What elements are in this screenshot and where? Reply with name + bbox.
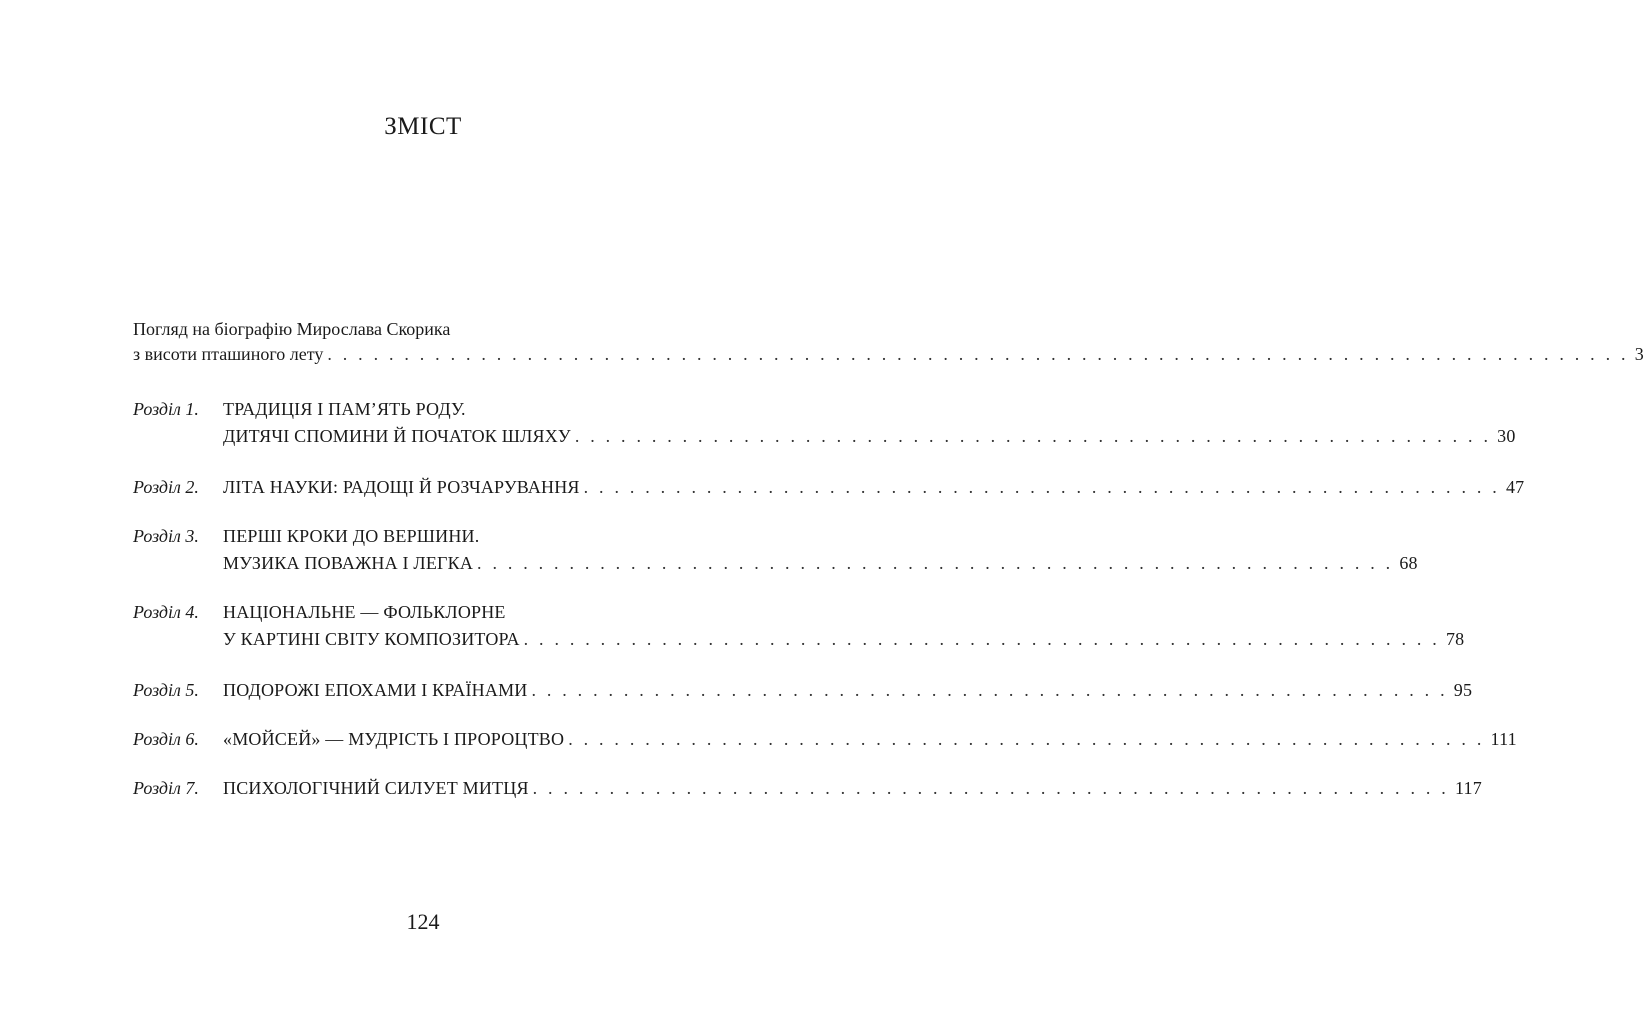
toc-chapter-body	[223, 474, 1525, 501]
toc-chapter-title: ПСИХОЛОГІЧНИЙ СИЛУЕТ МИТЦЯ	[223, 778, 529, 798]
toc-chapter-entry	[133, 523, 1418, 577]
toc-chapter-title-line-1: НАЦІОНАЛЬНЕ — ФОЛЬКЛОРНЕ	[223, 602, 506, 622]
toc-chapter-label: Розділ 1.	[133, 399, 199, 419]
dot-leader: . . . . . . . . . . . . . . . . . . . . . . . . . . . . . . . . . . . . . . . . . . . . . . . . . . . . . . . . . . . .	[532, 778, 1449, 798]
toc-chapter-title-line-2	[223, 550, 1418, 577]
page-number: 124	[406, 909, 440, 934]
dot-leader: . . . . . . . . . . . . . . . . . . . . . . . . . . . . . . . . . . . . . . . . . . . . . . . . . . . . . . . . . . . .	[477, 553, 1394, 573]
toc-chapter-title: ЛІТА НАУКИ: РАДОЩІ Й РОЗЧАРУВАННЯ	[223, 477, 580, 497]
toc-intro-entry	[133, 317, 1644, 367]
toc-chapter-title: ПОДОРОЖІ ЕПОХАМИ І КРАЇНАМИ	[223, 680, 528, 700]
toc-chapter-title: «МОЙСЕЙ» — МУДРІСТЬ І ПРОРОЦТВО	[223, 729, 565, 749]
toc-chapter-entry	[133, 599, 1465, 653]
toc-chapter-page: 68	[1399, 553, 1418, 573]
toc-intro-line-2	[133, 342, 1644, 367]
toc-chapter-label: Розділ 3.	[133, 526, 199, 546]
toc-chapter-entry	[133, 677, 1473, 704]
dot-leader: . . . . . . . . . . . . . . . . . . . . . . . . . . . . . . . . . . . . . . . . . . . . . . . . . . . . . . . . . . . . . . . . . . . . . . . . . . . . . . . . . . . . .	[327, 344, 1629, 364]
toc-chapter-label: Розділ 6.	[133, 729, 199, 749]
toc-chapter-page: 30	[1497, 426, 1516, 446]
toc-chapter-page: 78	[1445, 629, 1465, 649]
toc-intro-line-1: Погляд на біографію Мирослава Скорика	[133, 319, 451, 339]
toc-chapter-entry	[133, 775, 1482, 802]
toc-intro-page: 3	[1634, 344, 1644, 364]
toc-chapter-title-line-2	[223, 626, 1465, 653]
toc-chapter-title-line-1: ПЕРШІ КРОКИ ДО ВЕРШИНИ.	[223, 526, 480, 546]
toc-chapter-title: У КАРТИНІ СВІТУ КОМПОЗИТОРА	[223, 629, 520, 649]
toc-chapter-title-line-1: ТРАДИЦІЯ І ПАМ’ЯТЬ РОДУ.	[223, 399, 466, 419]
toc-chapter-page: 95	[1453, 680, 1473, 700]
toc-chapter-title-line-2	[223, 775, 1482, 802]
toc-chapter-label: Розділ 4.	[133, 602, 199, 622]
toc-chapter-entry	[133, 726, 1517, 753]
toc-chapter-body	[223, 677, 1473, 704]
toc-chapter-body	[223, 523, 1418, 577]
toc-chapter-body	[223, 726, 1517, 753]
page-title: ЗМІСТ	[384, 113, 462, 140]
toc-chapter-title-line-2	[223, 423, 1516, 450]
toc-chapter-label: Розділ 7.	[133, 778, 199, 798]
toc-chapter-title: МУЗИКА ПОВАЖНА І ЛЕГКА	[223, 553, 474, 573]
toc-chapter-body	[223, 396, 1516, 450]
toc-chapter-body	[223, 775, 1482, 802]
toc-chapter-label: Розділ 5.	[133, 680, 199, 700]
toc-chapter-label: Розділ 2.	[133, 477, 199, 497]
toc-intro-title: з висоти пташиного лету	[133, 344, 324, 364]
dot-leader: . . . . . . . . . . . . . . . . . . . . . . . . . . . . . . . . . . . . . . . . . . . . . . . . . . . . . . . . . . . .	[531, 680, 1448, 700]
dot-leader: . . . . . . . . . . . . . . . . . . . . . . . . . . . . . . . . . . . . . . . . . . . . . . . . . . . . . . . . . . . .	[523, 629, 1440, 649]
toc-chapter-list	[133, 396, 1525, 802]
dot-leader: . . . . . . . . . . . . . . . . . . . . . . . . . . . . . . . . . . . . . . . . . . . . . . . . . . . . . . . . . . . .	[583, 477, 1500, 497]
toc-chapter-body	[223, 599, 1465, 653]
toc-chapter-page: 111	[1490, 729, 1517, 749]
toc-chapter-entry	[133, 474, 1525, 501]
toc-chapter-page: 47	[1505, 477, 1525, 497]
toc-chapter-title-line-2	[223, 726, 1517, 753]
toc-chapter-entry	[133, 396, 1516, 450]
dot-leader: . . . . . . . . . . . . . . . . . . . . . . . . . . . . . . . . . . . . . . . . . . . . . . . . . . . . . . . . . . . .	[574, 426, 1492, 446]
toc-chapter-title-line-2	[223, 677, 1473, 704]
toc-chapter-title: ДИТЯЧІ СПОМИНИ Й ПОЧАТОК ШЛЯХУ	[223, 426, 571, 446]
toc-chapter-title-line-2	[223, 474, 1525, 501]
dot-leader: . . . . . . . . . . . . . . . . . . . . . . . . . . . . . . . . . . . . . . . . . . . . . . . . . . . . . . . . . . . .	[568, 729, 1485, 749]
toc-chapter-page: 117	[1454, 778, 1482, 798]
